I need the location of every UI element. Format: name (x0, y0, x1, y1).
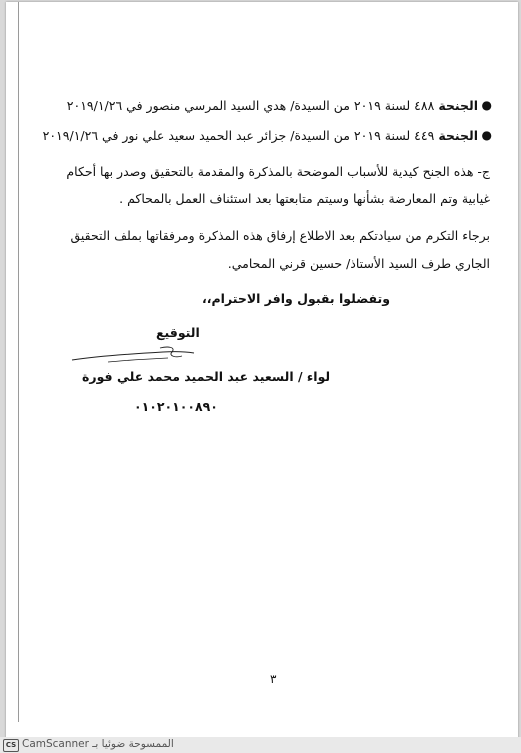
request-line-2: الجاري طرف السيد الأستاذ/ حسين قرني المحامي. (227, 256, 490, 271)
paragraph-c-line-2: غيابية وتم المعارضة بشأنها وسيتم متابعتها بعد استئناف العمل بالمحاكم . (119, 191, 490, 206)
case-item-2 (42, 128, 492, 143)
closing-text: وتفضلوا بقبول وافر الاحترام،، (202, 291, 390, 306)
signature-label: التوقيع (156, 325, 200, 340)
scanner-watermark-text: الممسوحة ضوئيا بـ CamScanner (22, 738, 174, 750)
camscanner-logo-icon: CS (3, 739, 19, 752)
case-text: ٤٤٩ لسنة ٢٠١٩ من السيدة/ جزائر عبد الحميد سعيد علي نور في ٢٠١٩/١/٢٦ (42, 128, 435, 143)
request-line-1: برجاء التكرم من سيادتكم بعد الاطلاع إرفاق هذه المذكرة ومرفقاتها بملف التحقيق (70, 228, 490, 243)
case-item-1 (66, 98, 492, 113)
document-page (6, 2, 518, 748)
phone-number: ٠١٠٢٠١٠٠٨٩٠ (134, 399, 218, 414)
page-left-border (18, 2, 19, 722)
signer-name: لواء / السعيد عبد الحميد محمد علي فورة (82, 369, 331, 384)
bullet-icon: ● (481, 128, 492, 142)
case-label: الجنحة (438, 128, 478, 143)
case-label: الجنحة (438, 98, 478, 113)
case-text: ٤٨٨ لسنة ٢٠١٩ من السيدة/ هدي السيد المرسي منصور في ٢٠١٩/١/٢٦ (66, 98, 435, 113)
handwritten-signature (68, 340, 198, 370)
scanner-footer (0, 737, 521, 753)
page-number: ٣ (270, 672, 277, 686)
paragraph-c-line-1: ج- هذه الجنح كيدية للأسباب الموضحة بالمذكرة والمقدمة بالتحقيق وصدر بها أحكام (66, 164, 490, 179)
bullet-icon: ● (481, 98, 492, 112)
